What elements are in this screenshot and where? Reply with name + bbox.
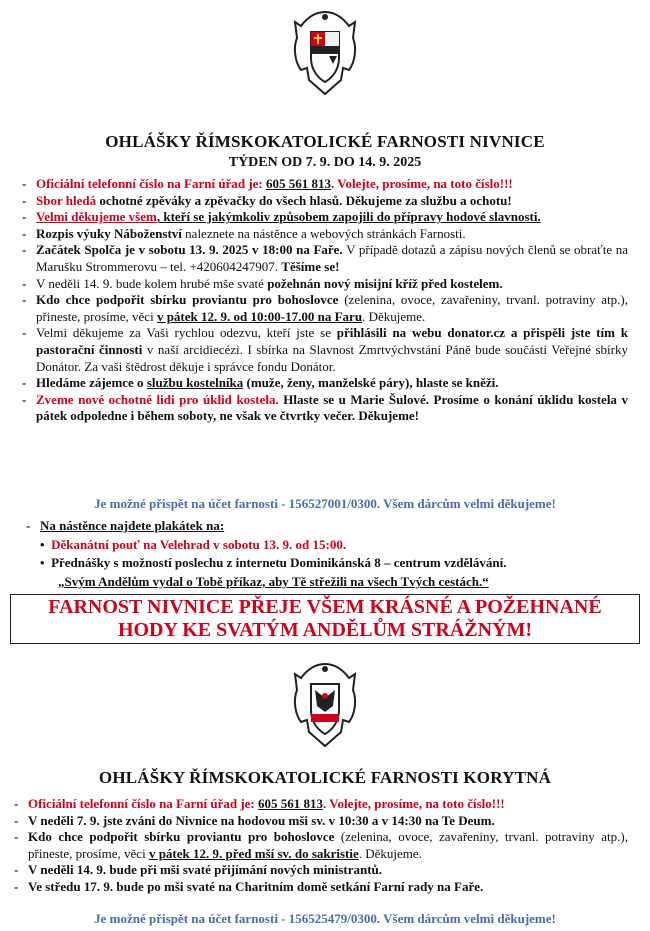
list-item: - Ve středu 17. 9. bude po mši svaté na Charitním domě setkání Farní rady na Faře. xyxy=(14,879,628,896)
list-item: - Zveme nové ochotné lidi pro úklid kostela. Hlaste se u Marie Šulové. Prosíme o konání úklidu kostela v pátek odpoledne i během soboty, ne však ve čtvrtky večer. Děkujeme! xyxy=(22,392,628,425)
list-item: - V neděli 14. 9. bude při mši svaté přijímání nových ministrantů. xyxy=(14,862,628,879)
board-item: • Děkanátní pouť na Velehrad v sobotu 13. 9. od 15:00. xyxy=(40,537,347,552)
list-item: - Velmi děkujeme za Vaši rychlou odezvu, kteří jste se přihlásili na webu donator.cz a přispěli jste tím k pastorační činnosti v naší arcidiecézi. I sbírka na Slavnost Zmrtvýchvstání Páně bude součástí Veřejné sbírky Donátor. Za vaši štědrost děkuje i správce fondu Donátor. xyxy=(22,325,628,375)
banner-line-1: FARNOST NIVNICE PŘEJE VŠEM KRÁSNÉ A POŽEHNANÉ xyxy=(48,596,602,618)
nivnice-title: OHLÁŠKY ŘÍMSKOKATOLICKÉ FARNOSTI NIVNICE xyxy=(105,132,545,151)
list-item: - Velmi děkujeme všem, kteří se jakýmkoliv způsobem zapojili do přípravy hodové slavnosti. xyxy=(22,209,628,226)
korytna-crest-icon xyxy=(285,660,365,750)
list-item: - V neděli 7. 9. jste zváni do Nivnice na hodovou mši sv. v 10:30 a v 14:30 na Te Deum. xyxy=(14,813,628,830)
list-item: - V neděli 14. 9. bude kolem hrubé mše svaté požehnán nový misijní kříž před kostelem. xyxy=(22,276,628,293)
list-item: - Rozpis výuky Náboženství naleznete na nástěnce a webových stránkách Farnosti. xyxy=(22,226,628,243)
list-item: - Kdo chce podpořit sbírku proviantu pro bohoslovce (zelenina, ovoce, zavařeniny, trvanl. potraviny atp.), přineste, prosíme, věci v pátek 12. 9. od 10:00-17.00 na Faru. Děkujeme. xyxy=(22,292,628,325)
korytna-donate: Je možné přispět na účet farnosti - 156525479/0300. Všem dárcům velmi děkujeme! xyxy=(94,911,556,926)
list-item: - Hledáme zájemce o službu kostelníka (muže, ženy, manželské páry), hlaste se kněži. xyxy=(22,375,628,392)
board-item: • Přednášky s možností poslechu z internetu Dominikánská 8 – centrum vzdělávání. xyxy=(40,555,507,570)
board-dash: - xyxy=(26,518,31,533)
quote: „Svým Andělům vydal o Tobě příkaz, aby Tě střežili na všech Tvých cestách.“ xyxy=(58,574,489,589)
list-item: - Začátek Spolča je v sobotu 13. 9. 2025 v 18:00 na Faře. V případě dotazů a zápisu nových členů se obraťte na Marušku Strommerovu – tel. +420604247907. Těšíme se! xyxy=(22,242,628,275)
banner-line-2: HODY KE SVATÝM ANDĚLŮM STRÁŽNÝM! xyxy=(117,619,533,641)
nivnice-week: TÝDEN OD 7. 9. DO 14. 9. 2025 xyxy=(228,155,422,170)
nivnice-crest-icon xyxy=(287,8,363,98)
list-item: - Kdo chce podpořit sbírku proviantu pro bohoslovce (zelenina, ovoce, zavařeniny, trvanl. potraviny atp.), přineste, prosíme, věci v pátek 12. 9. před mší sv. do sakristie. Děkujeme. xyxy=(14,829,628,862)
list-item: - Oficiální telefonní číslo na Farní úřad je: 605 561 813. Volejte, prosíme, na toto číslo!!! xyxy=(22,176,628,193)
list-item: - Sbor hledá ochotné zpěváky a zpěvačky do všech hlasů. Děkujeme za službu a ochotu! xyxy=(22,193,628,210)
list-item: - Oficiální telefonní číslo na Farní úřad je: 605 561 813. Volejte, prosíme, na toto číslo!!! xyxy=(14,796,628,813)
korytna-title: OHLÁŠKY ŘÍMSKOKATOLICKÉ FARNOSTI KORYTNÁ xyxy=(98,768,552,787)
nivnice-donate: Je možné přispět na účet farnosti - 156527001/0300. Všem dárcům velmi děkujeme! xyxy=(94,496,556,511)
korytna-list xyxy=(14,796,628,896)
nivnice-list xyxy=(22,176,628,425)
board-heading: Na nástěnce najdete plakátek na: xyxy=(40,518,225,533)
hody-banner xyxy=(10,594,640,644)
